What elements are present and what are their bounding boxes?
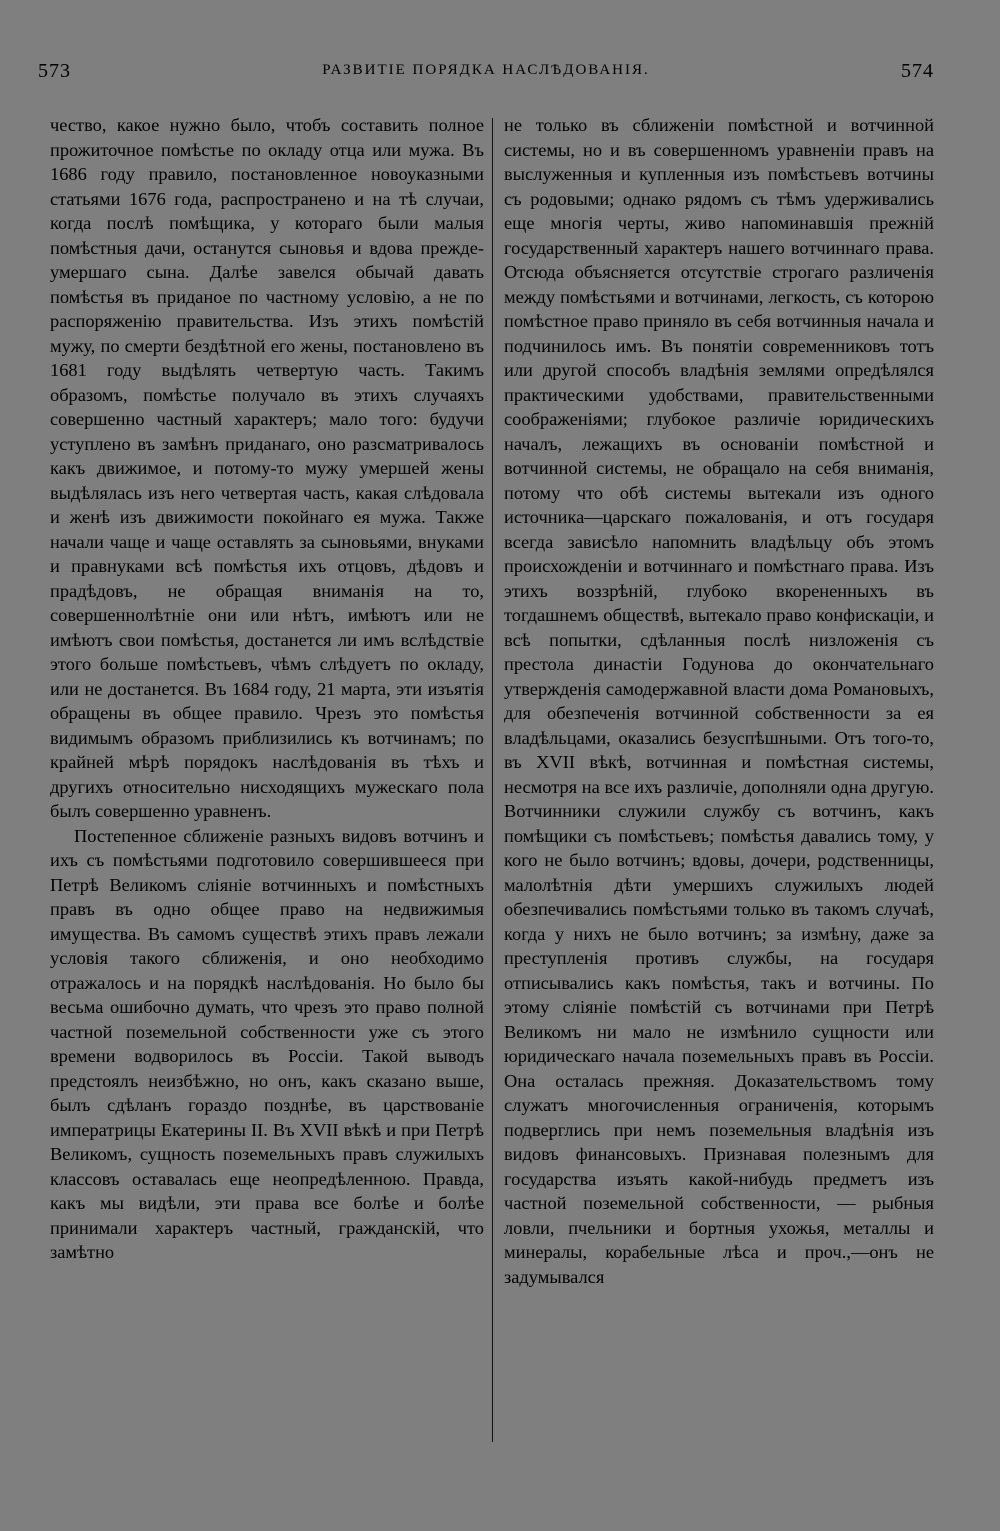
running-head-title: РАЗВИТІЕ ПОРЯДКА НАСЛѢДОВАНІЯ. xyxy=(322,62,650,78)
left-paragraph-1: чество, какое нужно было, чтобъ составить полное прожиточное помѣстье по окладу отца или мужа. Въ 1686 году правило, постановленное новоуказными статьями 1676 года, распространено и на тѣ случаи, когда послѣ помѣщика, у котораго были малыя помѣстныя дачи, останутся сыновья и вдова прежде-умершаго сына. Далѣе завелся обычай давать помѣстья въ приданое по частному условію, а не по распоряженію правительства. Изъ этихъ помѣстій мужу, по смерти бездѣтной его жены, постановлено въ 1681 году выдѣлять четвертую часть. Такимъ образомъ, помѣстье получало въ этихъ случаяхъ совершенно частный характеръ; мало того: будучи уступлено въ замѣнъ приданаго, оно разсматривалось какъ движимое, и потому-то мужу умершей жены выдѣлялась изъ него четвертая часть, какая слѣдовала и женѣ изъ движимости покойнаго ея мужа. Также начали чаще и чаще оставлять за сыновьями, внуками и правнуками всѣ помѣстья ихъ отцовъ, дѣдовъ и прадѣдовъ, не обращая вниманія на то, совершеннолѣтніе они или нѣтъ, имѣютъ или не имѣютъ свои помѣстья, достанется ли имъ вслѣдствіе этого больше помѣстьевъ, чѣмъ слѣдуетъ по окладу, или не достанется. Въ 1684 году, 21 марта, эти изъятія обращены въ общее правило. Чрезъ это помѣстья видимымъ образомъ приблизились къ вотчинамъ; по крайней мѣрѣ порядокъ наслѣдованія въ тѣхъ и другихъ относительно нисходящихъ мужескаго пола былъ совершенно уравненъ. xyxy=(50,115,484,821)
left-paragraph-2: Постепенное сближеніе разныхъ видовъ вотчинъ и ихъ съ помѣстьями подготовило совершившееся при Петрѣ Великомъ сліяніе вотчинныхъ и помѣстныхъ правъ въ одно общее право на недвижимыя имущества. Въ самомъ существѣ этихъ правъ лежали условія такого сближенія, и оно необходимо отражалось и на порядкѣ наслѣдованія. Но было бы весьма ошибочно думать, что чрезъ это право полной частной поземельной собственности уже съ этого времени водворилось въ Россіи. Такой выводъ предстоялъ неизбѣжно, но онъ, какъ сказано выше, былъ сдѣланъ гораздо позднѣе, въ царствованіе императрицы Екатерины II. Въ XVII вѣкѣ и при Петрѣ Великомъ, сущность поземельныхъ правъ служилыхъ классовъ оставалась еще неопредѣленною. Правда, какъ мы видѣли, эти права все болѣе и болѣе принимали характеръ частный, гражданскій, что замѣтно xyxy=(50,825,484,1262)
page-header xyxy=(38,60,934,90)
page-number-right: 574 xyxy=(901,60,934,82)
column-divider xyxy=(492,118,493,1442)
page-number-left: 573 xyxy=(38,60,71,82)
right-column xyxy=(504,113,934,1289)
right-paragraph-1: не только въ сближеніи помѣстной и вотчинной системы, но и въ совершенномъ уравненіи правъ на выслуженныя и купленныя изъ помѣстьевъ вотчины съ родовыми; однако рядомъ съ тѣмъ удерживались еще многія черты, живо напоминавшія прежній государственный характеръ нашего вотчиннаго права. Отсюда объясняется отсутствіе строгаго различенія между помѣстьями и вотчинами, легкость, съ которою помѣстное право приняло въ себя вотчинныя начала и подчинилось имъ. Въ понятіи современниковъ тотъ или другой способъ владѣнія землями опредѣлялся практическими удобствами, правительственными соображеніями; глубокое различіе юридическихъ началъ, лежащихъ въ основаніи помѣстной и вотчинной системы, не обращало на себя вниманія, потому что обѣ системы вытекали изъ одного источника—царскаго пожалованія, и отъ государя всегда зависѣло напомнить владѣльцу объ этомъ происхожденіи и вотчиннаго и помѣстнаго права. Изъ этихъ воззрѣній, глубоко вкорененныхъ въ тогдашнемъ обществѣ, вытекало право конфискаціи, и всѣ попытки, сдѣланныя послѣ низложенія съ престола династіи Годунова до окончательнаго утвержденія самодержавной власти дома Романовыхъ, для обезпеченія вотчинной собственности за ея владѣльцами, оказались безуспѣшными. Отъ того-то, въ XVII вѣкѣ, вотчинная и помѣстная системы, несмотря на все ихъ различіе, дополняли одна другую. Вотчинники служили службу съ вотчинъ, какъ помѣщики съ помѣстьевъ; помѣстья давались тому, у кого не было вотчинъ; вдовы, дочери, родственницы, малолѣтнія дѣти умершихъ служилыхъ людей обезпечивались помѣстьями только въ такомъ случаѣ, когда у нихъ не было вотчинъ; за измѣну, даже за преступленія противъ службы, на государя отписывались какъ помѣстья, такъ и вотчины. По этому сліяніе помѣстій съ вотчинами при Петрѣ Великомъ ни мало не измѣнило сущности или юридическаго начала поземельныхъ правъ въ Россіи. Она осталась прежняя. Доказательствомъ тому служатъ многочисленныя ограниченія, которымъ подверглись при немъ поземельныя владѣнія изъ видовъ финансовыхъ. Признавая полезнымъ для государства изъять какой-нибудь предметъ изъ частной поземельной собственности, — рыбныя ловли, пчельники и бортныя ухожья, металлы и минералы, корабельные лѣса и проч.,—онъ не задумывался xyxy=(504,115,934,1287)
left-column xyxy=(50,113,484,1265)
